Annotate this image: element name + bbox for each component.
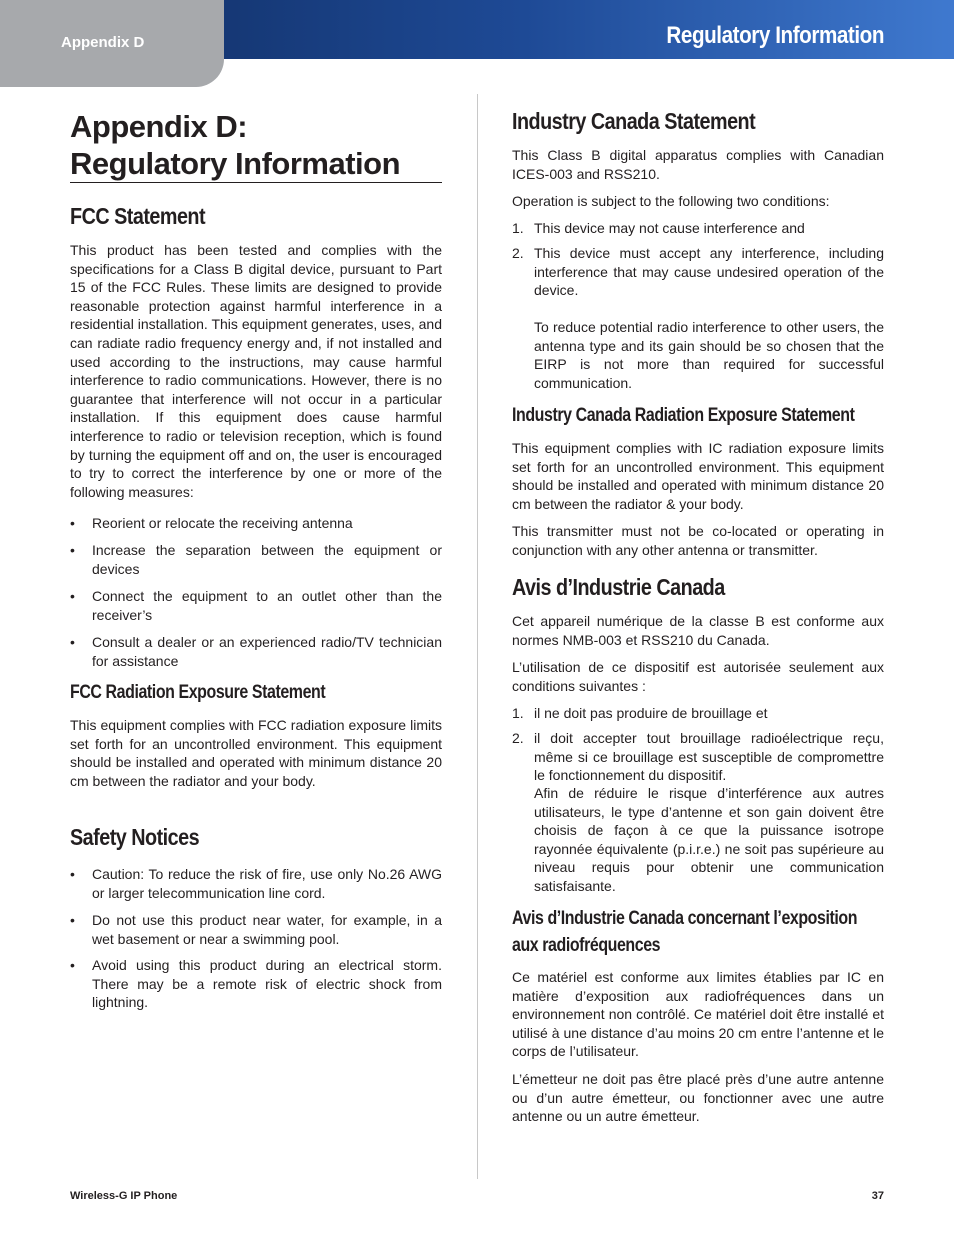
header-title: Regulatory Information	[666, 22, 884, 49]
list-text: This device may not cause interference and	[534, 220, 805, 236]
industry-canada-conditions-intro: Operation is subject to the following two conditions:	[512, 193, 830, 209]
bullet-text: Connect the equipment to an outlet other than the receiver’s	[92, 588, 442, 623]
list-number: 1.	[512, 220, 524, 236]
bullet-dot: •	[70, 957, 75, 973]
title-rule	[70, 182, 442, 183]
ic-radiation-heading: Industry Canada Radiation Exposure Statement	[512, 405, 855, 426]
bullet-text: Consult a dealer or an experienced radio/TV technician for assistance	[92, 634, 442, 669]
page-title-line2: Regulatory Information	[70, 146, 401, 181]
avis-industrie-heading: Avis d’Industrie Canada	[512, 574, 725, 600]
avis-radiation-paragraph: Ce matériel est conforme aux limites établies par IC en matière d’exposition aux radiofréquences dans un environnement non contrôlé. Ce matériel doit être installé et utilisé à une distance d’au moins 20 cm entre l’antenne et le corps de l’utilisateur.	[512, 969, 884, 1060]
bullet-dot: •	[70, 588, 75, 604]
bullet-text: Do not use this product near water, for example, in a wet basement or near a swimming pool.	[92, 912, 442, 947]
avis-industrie-paragraph: Cet appareil numérique de la classe B est conforme aux normes NMB-003 et RSS210 du Canada.	[512, 613, 884, 648]
industry-canada-note: To reduce potential radio interference to other users, the antenna type and its gain should be so chosen that the EIRP is not more than required for successful communication.	[534, 319, 884, 391]
column-divider	[477, 94, 478, 1179]
list-number: 2.	[512, 245, 524, 261]
avis-emetteur-paragraph: L’émetteur ne doit pas être placé près d’une autre antenne ou d’un autre émetteur, ou fonctionner avec une autre antenne ou un autre émetteur.	[512, 1071, 884, 1125]
footer-product-name: Wireless-G IP Phone	[70, 1190, 178, 1202]
bullet-text: Reorient or relocate the receiving antenna	[92, 515, 353, 531]
page-title	[70, 108, 442, 182]
section-tab	[0, 0, 224, 87]
page-title-line1: Appendix D:	[70, 109, 248, 144]
fcc-radiation-heading: FCC Radiation Exposure Statement	[70, 682, 326, 703]
list-text: This device must accept any interference, including interference that may cause undesired operation of the device.	[534, 245, 884, 299]
list-number: 2.	[512, 730, 524, 746]
avis-conditions-intro: L’utilisation de ce dispositif est autorisée seulement aux conditions suivantes :	[512, 659, 884, 694]
bullet-dot: •	[70, 912, 75, 928]
avis-radiation-heading-line2: aux radiofréquences	[512, 935, 661, 956]
section-tab-label: Appendix D	[61, 34, 145, 51]
bullet-text: Increase the separation between the equipment or devices	[92, 542, 442, 577]
fcc-statement-heading: FCC Statement	[70, 203, 206, 229]
bullet-dot: •	[70, 515, 75, 531]
safety-notices-heading: Safety Notices	[70, 824, 200, 850]
list-text: il ne doit pas produire de brouillage et	[534, 705, 768, 721]
bullet-dot: •	[70, 542, 75, 558]
ic-transmitter-paragraph: This transmitter must not be co-located or operating in conjunction with any other antenna or transmitter.	[512, 523, 884, 558]
avis-note: Afin de réduire le risque d’interférence aux autres utilisateurs, le type d’antenne et son gain doivent être choisis de façon à ce que la puissance isotrope rayonnée équivalente (p.i.r.e.) ne soit pas supérieure au niveau requis pour obtenir une communication satisfaisante.	[534, 785, 884, 894]
fcc-radiation-paragraph: This equipment complies with FCC radiation exposure limits set forth for an uncontrolled environment. This equipment should be installed and operated with minimum distance 20 cm between the radiator and your body.	[70, 717, 442, 789]
list-number: 1.	[512, 705, 524, 721]
industry-canada-paragraph: This Class B digital apparatus complies with Canadian ICES-003 and RSS210.	[512, 147, 884, 182]
bullet-dot: •	[70, 866, 75, 882]
list-text: il doit accepter tout brouillage radioélectrique reçu, même si ce brouillage est susceptible de compromettre le fonctionnement du dispositif.	[534, 730, 884, 784]
fcc-statement-paragraph: This product has been tested and complies with the specifications for a Class B digital device, pursuant to Part 15 of the FCC Rules. These limits are designed to provide reasonable protection against harmful interference in a residential installation. This equipment generates, uses, and can radiate radio frequency energy and, if not installed and used according to the instructions, may cause harmful interference to radio communications. However, there is no guarantee that interference will not occur in a particular installation. If this equipment does cause harmful interference to radio or television reception, which is found by turning the equipment off and on, the user is encouraged to try to correct the interference by one or more of the following measures:	[70, 242, 442, 500]
industry-canada-heading: Industry Canada Statement	[512, 108, 756, 134]
footer-page-number: 37	[871, 1190, 884, 1202]
bullet-text: Avoid using this product during an electrical storm. There may be a remote risk of electric shock from lightning.	[92, 957, 442, 1011]
avis-radiation-heading-line1: Avis d’Industrie Canada concernant l’exposition	[512, 908, 858, 929]
ic-radiation-paragraph: This equipment complies with IC radiation exposure limits set forth for an uncontrolled environment. This equipment should be installed and operated with minimum distance 20 cm between the radiator & your body.	[512, 440, 884, 512]
bullet-dot: •	[70, 634, 75, 650]
bullet-text: Caution: To reduce the risk of fire, use only No.26 AWG or larger telecommunication line cord.	[92, 866, 442, 901]
